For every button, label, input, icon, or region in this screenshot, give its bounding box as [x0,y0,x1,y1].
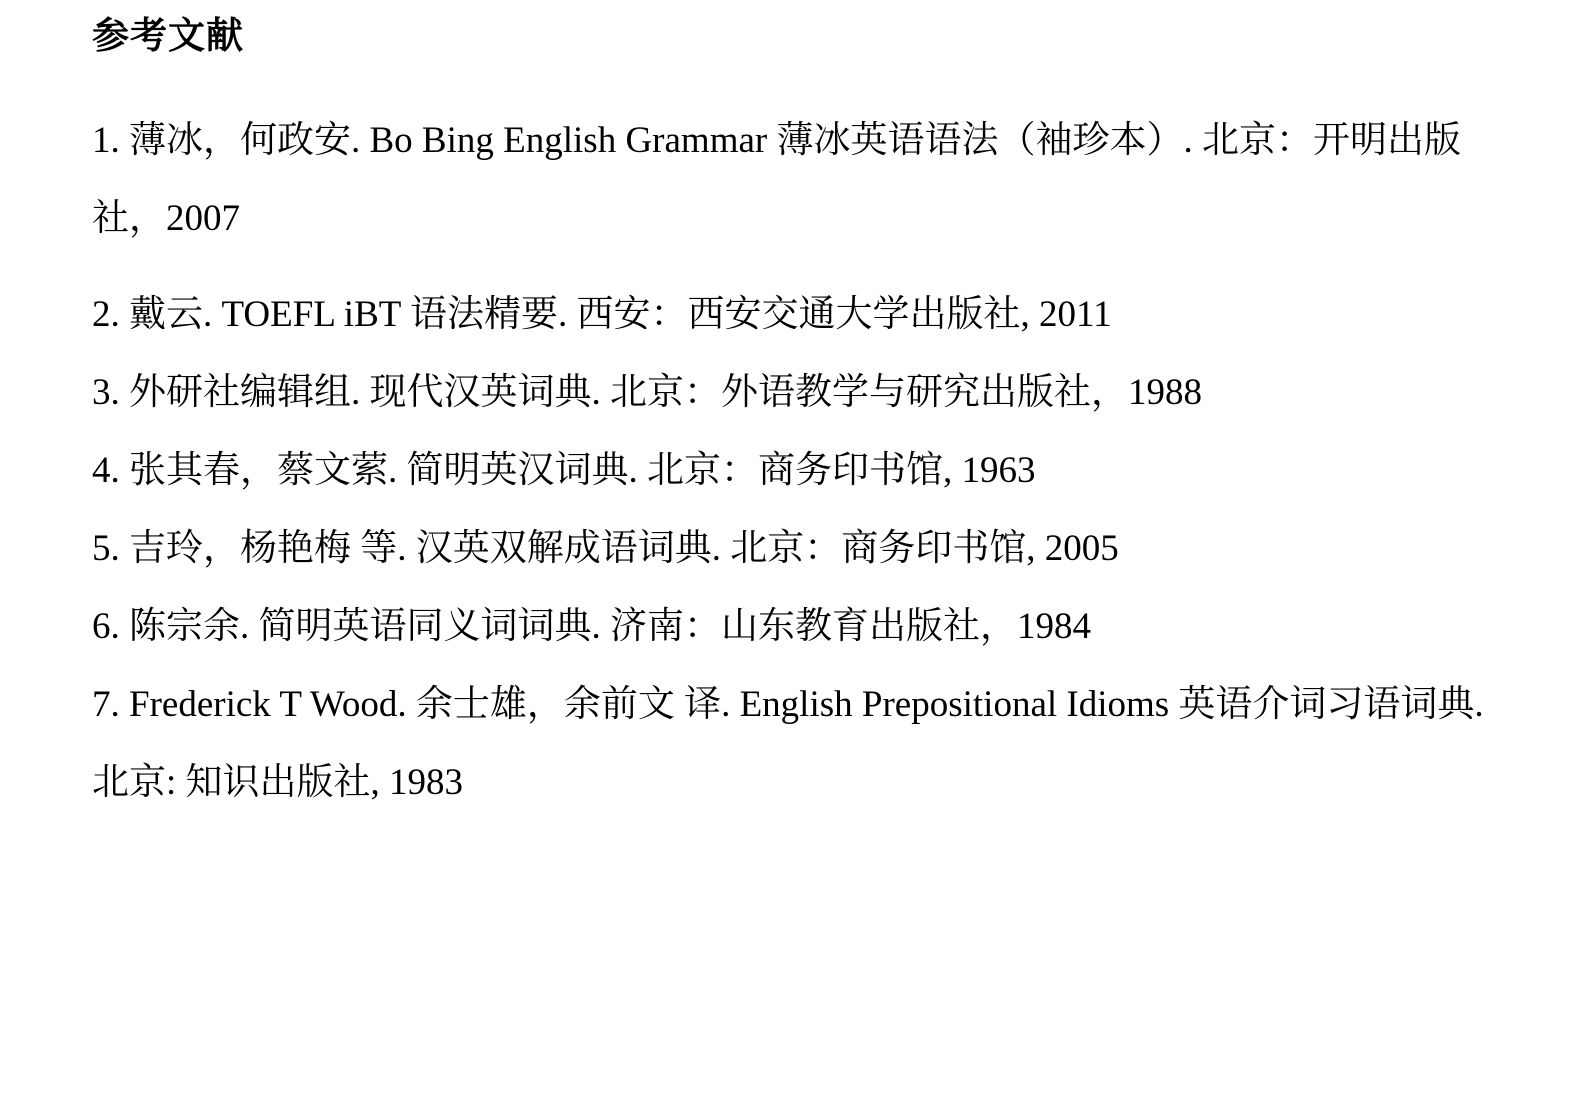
list-item: 6. 陈宗余. 简明英语同义词词典. 济南：山东教育出版社，1984 [92,606,1091,648]
document-page [0,14,1587,1108]
list-item: 2. 戴云. TOEFL iBT 语法精要. 西安：西安交通大学出版社, 2011 [92,294,1112,336]
spacer [92,258,1527,276]
list-item: 4. 张其春，蔡文萦. 简明英汉词典. 北京：商务印书馆, 1963 [92,450,1036,492]
list-item: 1. 薄冰，何政安. Bo Bing English Grammar 薄冰英语语法（袖珍本）. 北京：开明出版社，2007 [92,120,1461,240]
list-item: 5. 吉玲，杨艳梅 等. 汉英双解成语词典. 北京：商务印书馆, 2005 [92,528,1119,570]
reference-list [92,102,1527,822]
list-item: 3. 外研社编辑组. 现代汉英词典. 北京：外语教学与研究出版社，1988 [92,372,1202,414]
page-title: 参考文献 [92,15,244,56]
list-item: 7. Frederick T Wood. 余士雄，余前文 译. English Prepositional Idioms 英语介词习语词典. 北京: 知识出版社, 1983 [92,684,1484,804]
